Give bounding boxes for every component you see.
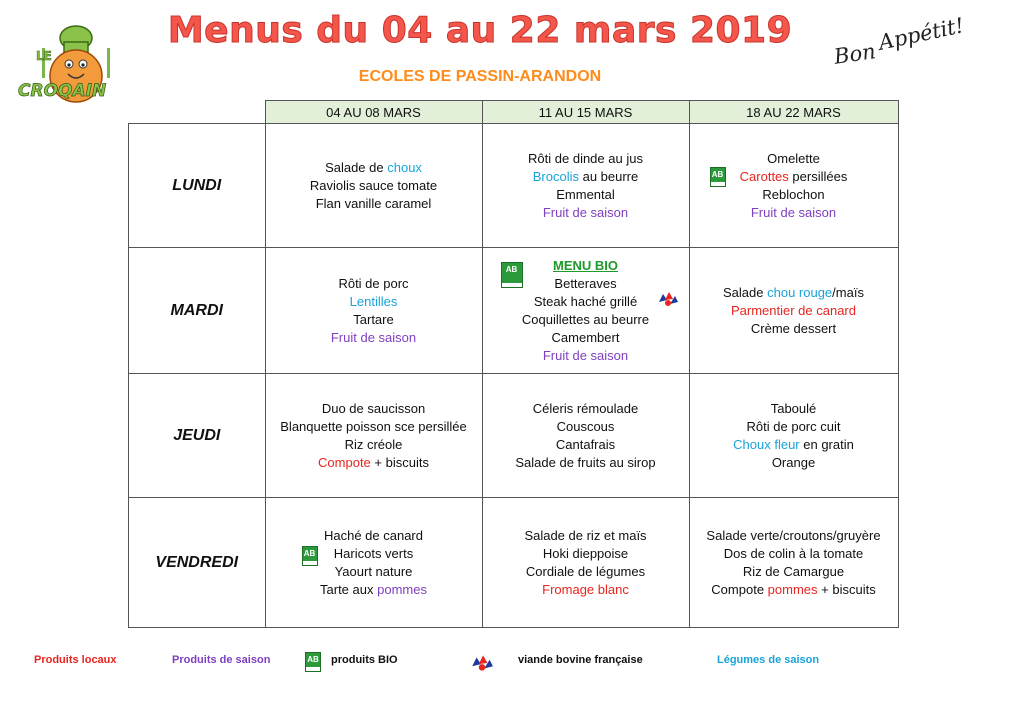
page-subtitle: ECOLES DE PASSIN-ARANDON xyxy=(358,68,602,85)
menu-cell-jeudi-w2 xyxy=(482,374,689,498)
corner-cell xyxy=(129,101,266,124)
menu-cell-lundi-w1 xyxy=(265,124,482,248)
menu-line: Riz créole xyxy=(344,436,403,452)
legend-saison: Produits de saison xyxy=(172,654,271,666)
day-jeudi: JEUDI xyxy=(129,374,266,498)
menu-line: Tarte aux pommes xyxy=(320,581,427,597)
menu-line: Céleris rémoulade xyxy=(532,400,639,416)
bio-label-icon: AB xyxy=(302,546,318,566)
menu-line: Parmentier de canard xyxy=(730,302,856,318)
menu-line: Cordiale de légumes xyxy=(525,563,646,579)
week-header-2: 11 AU 15 MARS xyxy=(482,101,689,124)
french-beef-flag-icon xyxy=(657,290,679,308)
legend-local: Produits locaux xyxy=(34,654,117,666)
menu-line: Blanquette poisson sce persillée xyxy=(280,418,467,434)
day-lundi: LUNDI xyxy=(129,124,266,248)
menu-line: Hoki dieppoise xyxy=(542,545,629,561)
bio-label-icon: AB xyxy=(501,262,523,288)
bon-appetit-signature xyxy=(832,13,967,76)
menu-cell-vendredi-w2 xyxy=(482,498,689,628)
menu-line: Crème dessert xyxy=(750,320,837,336)
menu-line: Haché de canard xyxy=(323,527,423,543)
menu-line: Coquillettes au beurre xyxy=(521,311,650,327)
menu-line: Carottes persillées xyxy=(739,168,848,184)
menu-line: Compote pommes + biscuits xyxy=(711,581,876,597)
bon-appetit-word2: Appétit! xyxy=(876,13,967,55)
menu-line: Camembert xyxy=(551,329,620,345)
menu-line: Taboulé xyxy=(770,400,817,416)
menu-line: Riz de Camargue xyxy=(742,563,845,579)
menu-line: Emmental xyxy=(556,186,615,202)
logo-text-bottom: CROQAIN xyxy=(18,81,107,101)
menu-line: Duo de saucisson xyxy=(321,400,426,416)
menu-cell-jeudi-w1 xyxy=(265,374,482,498)
bio-label-icon: AB xyxy=(305,652,321,672)
menu-line: Brocolis au beurre xyxy=(532,168,639,184)
menu-line: Steak haché grillé xyxy=(533,293,638,309)
menu-cell-mardi-w3 xyxy=(689,248,898,374)
menu-cell-lundi-w2 xyxy=(482,124,689,248)
menu-line: Rôti de porc cuit xyxy=(746,418,841,434)
menu-line: Orange xyxy=(771,454,816,470)
menu-line: Omelette xyxy=(767,150,820,166)
menu-line: Salade chou rouge/maïs xyxy=(723,284,864,300)
menu-line: Lentilles xyxy=(349,293,398,309)
menu-line: Tartare xyxy=(353,311,394,327)
menu-line: Rôti de porc xyxy=(338,275,409,291)
menu-line: Salade de choux xyxy=(325,159,422,175)
logo-text-top: LE xyxy=(36,49,52,63)
menu-line: Raviolis sauce tomate xyxy=(309,177,438,193)
menu-line: Reblochon xyxy=(762,186,825,202)
menu-line: Fruit de saison xyxy=(750,204,837,220)
menu-line: Flan vanille caramel xyxy=(315,195,432,211)
menu-line: Fromage blanc xyxy=(542,581,629,597)
menu-cell-vendredi-w1 xyxy=(265,498,482,628)
week-header-3: 18 AU 22 MARS xyxy=(689,101,898,124)
page-title: Menus du 04 au 22 mars 2019 xyxy=(167,10,793,51)
menu-line: Haricots verts xyxy=(333,545,414,561)
menu-line: Fruit de saison xyxy=(330,329,417,345)
bon-appetit-word1: Bon xyxy=(832,39,878,69)
menu-line: Salade de riz et maïs xyxy=(524,527,647,543)
menu-line: Yaourt nature xyxy=(334,563,413,579)
menu-line: Betteraves xyxy=(554,275,617,291)
menu-cell-jeudi-w3 xyxy=(689,374,898,498)
menu-line: Fruit de saison xyxy=(542,204,629,220)
menu-cell-vendredi-w3 xyxy=(689,498,898,628)
menu-line: Dos de colin à la tomate xyxy=(723,545,864,561)
menu-cell-mardi-w1 xyxy=(265,248,482,374)
menu-line: Choux fleur en gratin xyxy=(733,436,854,452)
menu-line: Salade verte/croutons/gruyère xyxy=(706,527,881,543)
menu-line: Cantafrais xyxy=(555,436,616,452)
menu-line: Salade de fruits au sirop xyxy=(515,454,656,470)
menu-line: Compote + biscuits xyxy=(318,454,429,470)
day-mardi: MARDI xyxy=(129,248,266,374)
bio-label-icon: AB xyxy=(710,167,726,187)
menu-line: Rôti de dinde au jus xyxy=(528,150,643,166)
menu-bio-heading: MENU BIO xyxy=(553,257,618,273)
week-header-1: 04 AU 08 MARS xyxy=(265,101,482,124)
menu-cell-lundi-w3 xyxy=(689,124,898,248)
legend-legumes: Légumes de saison xyxy=(717,654,820,666)
day-vendredi: VENDREDI xyxy=(129,498,266,628)
menu-line: Fruit de saison xyxy=(542,347,629,363)
legend-bovine: viande bovine française xyxy=(518,654,643,666)
french-beef-flag-icon xyxy=(470,652,494,674)
menu-cell-mardi-w2 xyxy=(482,248,689,374)
legend-bio: produits BIO xyxy=(331,654,398,666)
menu-table xyxy=(128,100,899,628)
menu-line: Couscous xyxy=(556,418,615,434)
